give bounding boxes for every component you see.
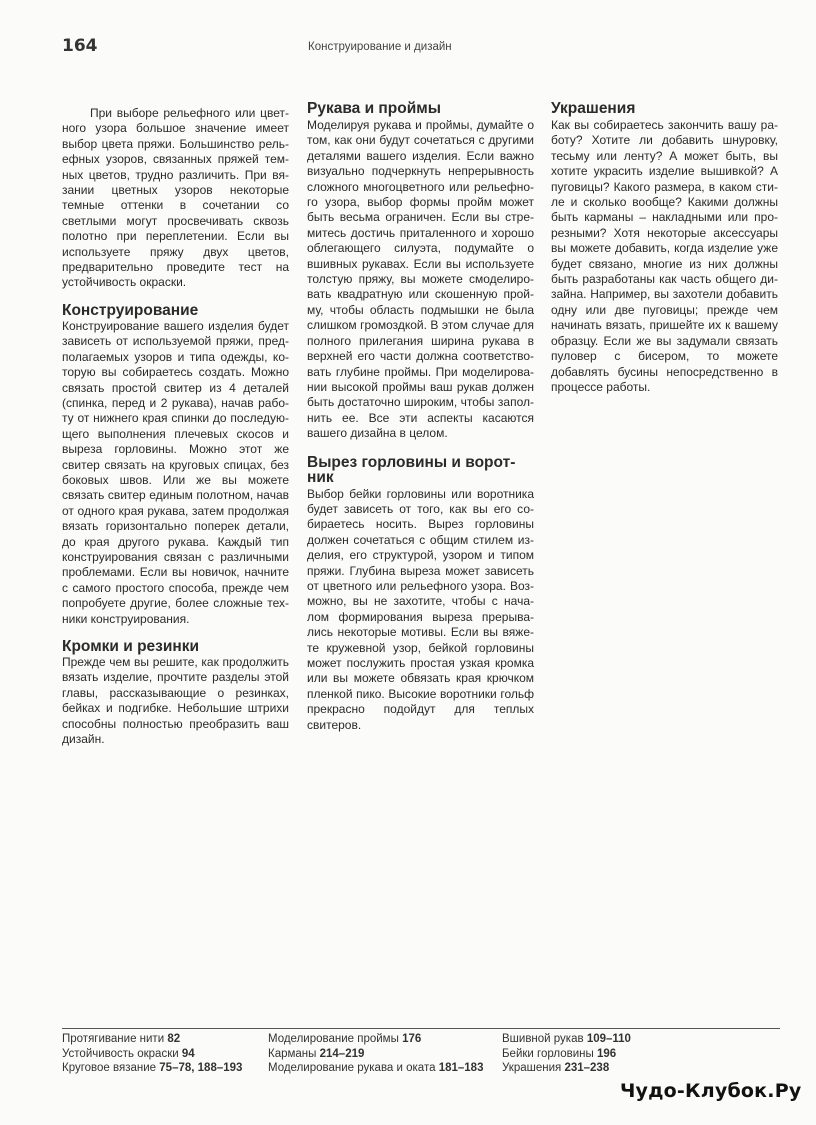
cross-reference-pages: 75–78, 188–193	[159, 1062, 243, 1075]
heading-embellishments: Украшения	[551, 100, 636, 117]
cross-reference-column-3	[502, 1032, 631, 1076]
column-3	[551, 101, 778, 395]
cross-reference[interactable]	[62, 1047, 242, 1062]
cross-reference-pages: 214–219	[319, 1047, 365, 1060]
heading-sleeves-armholes: Рукава и проймы	[307, 100, 441, 117]
neckline-paragraph: Выбор бейки горловины или воротника будет зависеть от того, как вы его собираетесь носить. Вырез горловины должен сочетаться с общим стилем изделия, его структурой, узором и типом пряжи. Глубина выреза может зависеть от цветного или рельефного узора. Возможно, вы не захотите, чтобы с началом формирования выреза прерывались некоторые мотивы. Если вы вяжете кружевной узор, бейкой горловины может послужить простая узкая кромка или вы можете обвязать края крючком пленкой пико. Высокие воротники гольф прекрасно подойдут для теплых свитеров.	[307, 486, 534, 732]
cross-reference[interactable]	[268, 1032, 483, 1047]
cross-reference-pages: 231–238	[564, 1062, 610, 1075]
cross-reference-label: Украшения	[502, 1062, 562, 1075]
cross-reference-pages: 196	[596, 1047, 617, 1060]
intro-paragraph: При выборе рельефного или цветного узора большое значение имеет выбор цвета пряжи. Большинство рельефных узоров, связанных пряжей темных цветов, трудно различить. При вязании цветных узоров некоторые темные оттенки в сочетании со светлыми могут просвечивать сквозь полотно при переплетении. Если вы используете пряжу двух цветов, предварительно проведите тест на устойчивость окраски.	[62, 106, 289, 290]
footer-divider	[62, 1028, 780, 1029]
site-watermark: Чудо-Клубок.Ру	[620, 1080, 802, 1102]
cross-reference[interactable]	[268, 1061, 483, 1076]
construction-paragraph: Конструирование вашего изделия будет зависеть от используемой пряжи, предполагаемых узоров и типа одежды, которую вы собираетесь создать. Можно связать простой свитер из 4 деталей (спинка, перед и 2 рукава), начав работу от нижнего края спинки до последующего выполнения плечевых скосов и выреза горловины. Можно этот же свитер связать на круговых спицах, без боковых швов. Или же вы можете связать свитер единым полотном, начав от одного края рукава, затем продолжая вязать горизонтально поперек детали, до края другого рукава. Каждый тип конструирования связан с различными проблемами. Если вы новичок, начните с самого простого способа, прежде чем попробуете другие, более сложные техники конструирования.	[62, 318, 289, 626]
cross-reference-column-2	[268, 1032, 483, 1076]
cross-reference-label: Моделирование рукава и оката	[268, 1062, 436, 1075]
page-number: 164	[62, 36, 98, 56]
embellishments-paragraph: Как вы собираетесь закончить вашу работу? Хотите ли добавить шнуровку, тесьму или ленту? А может быть, вы хотите украсить изделие вышивкой? А пуговицы? Какого размера, в каком стиле и сколько вообще? Какими должны быть карманы – накладными или прорезными? Хотя некоторые аксессуары вы можете добавить, когда изделие уже будет связано, многие из них должны быть разработаны как часть общего дизайна. Например, вы захотели добавить одну или две пуговицы; прежде чем начинать вязать, пришейте их к вашему образцу. Если же вы задумали связать пуловер с бисером, то можете добавлять бусины непосредственно в процессе работы.	[551, 118, 778, 394]
cross-reference[interactable]	[502, 1032, 631, 1047]
cross-reference[interactable]	[62, 1061, 242, 1076]
running-title: Конструирование и дизайн	[308, 41, 452, 53]
cross-reference[interactable]	[502, 1047, 631, 1062]
cross-reference[interactable]	[62, 1032, 242, 1047]
cross-reference-label: Моделирование проймы	[268, 1033, 399, 1045]
sleeves-paragraph: Моделируя рукава и проймы, думайте о том, как они будут сочетаться с другими деталями вашего изделия. Если важно визуально подчеркнуть непрерывность сложного многоцветного или рельефного узора, выбор формы пройм может быть весьма ограничен. Если вы стремитесь достичь приталенного и хорошо облегающего силуэта, подумайте о вшивных рукавах. Если вы используете толстую пряжу, вы можете смоделировать квадратную или скошенную пройму, чтобы область подмышки не была слишком громоздкой. В этом случае для полного прилегания ширина рукава в верхней его части должна соответствовать глубине проймы. При моделировании высокой проймы ваш рукав должен быть достаточно широким, чтобы заполнить ее. Все эти аспекты касаются вашего дизайна в целом.	[307, 118, 534, 441]
column-1	[62, 101, 289, 747]
cross-reference-label: Карманы	[268, 1047, 317, 1060]
cross-reference[interactable]	[502, 1061, 631, 1076]
cross-reference-pages: 94	[181, 1047, 195, 1060]
heading-construction: Конструирование	[62, 301, 199, 319]
cross-reference-pages: 82	[167, 1033, 181, 1045]
heading-neckline-collar: Вырез горловины и воротник	[307, 453, 516, 486]
cross-reference-label: Круговое вязание	[62, 1062, 157, 1075]
cross-reference-column-1	[62, 1032, 242, 1076]
edges-paragraph: Прежде чем вы решите, как продолжить вязать изделие, прочтите разделы этой главы, рассказывающие о резинках, бейках и подгибке. Небольшие штрихи способны полностью преобразить ваш дизайн.	[62, 655, 289, 747]
cross-reference-label: Бейки горловины	[502, 1047, 594, 1060]
cross-reference[interactable]	[268, 1047, 483, 1062]
cross-reference-label: Протягивание нити	[62, 1033, 165, 1045]
cross-reference-pages: 109–110	[586, 1033, 631, 1045]
column-2	[307, 101, 534, 733]
cross-reference-pages: 176	[402, 1033, 422, 1045]
cross-reference-label: Устойчивость окраски	[62, 1047, 179, 1060]
cross-reference-label: Вшивной рукав	[502, 1033, 584, 1045]
cross-reference-pages: 181–183	[438, 1062, 484, 1075]
heading-edges-ribbing: Кромки и резинки	[62, 638, 200, 655]
